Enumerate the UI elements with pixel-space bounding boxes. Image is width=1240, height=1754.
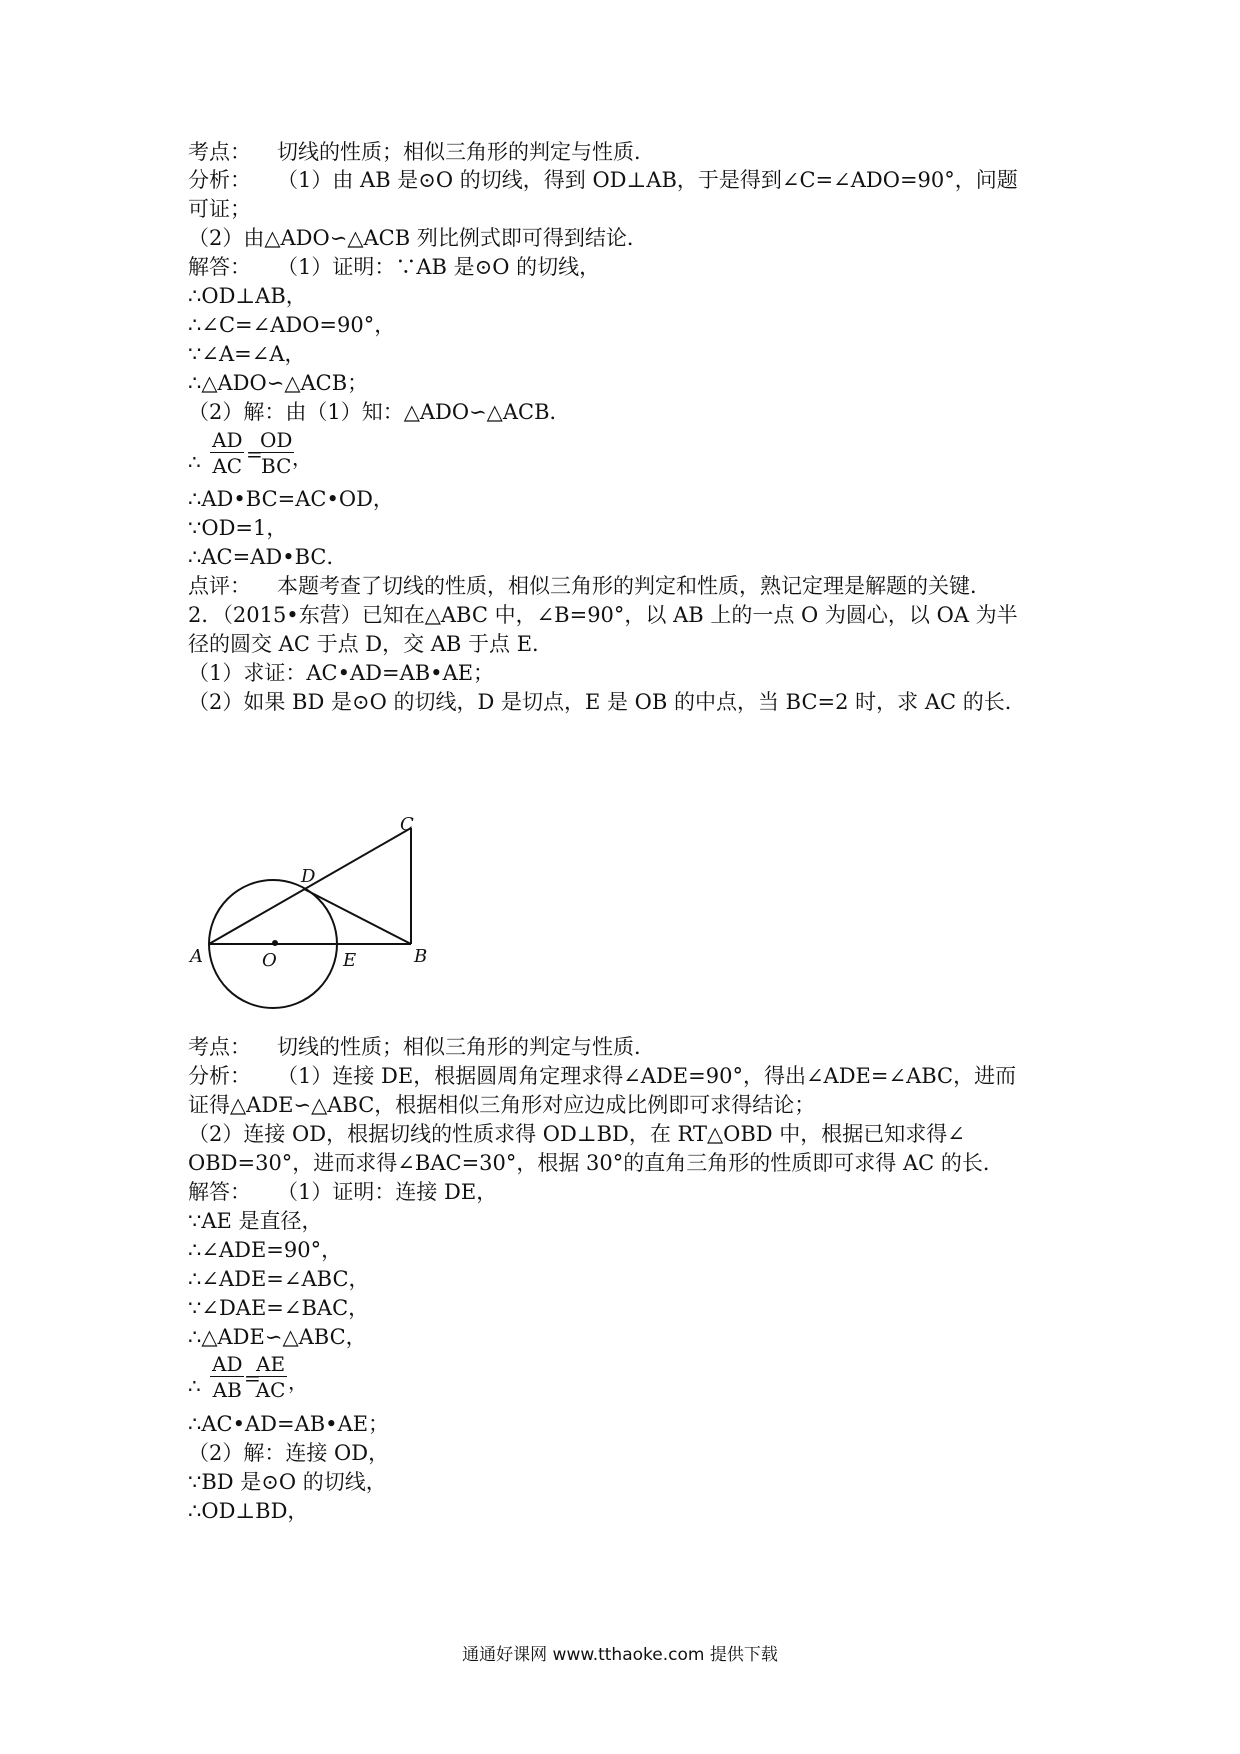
- kaodian-label: 考点：: [188, 1035, 251, 1059]
- denominator: AB: [212, 1378, 242, 1402]
- proof-step: ∵BD 是⊙O 的切线，: [188, 1470, 387, 1494]
- label-d: D: [301, 866, 316, 887]
- fenxi-continuation: OBD=30°，进而求得∠BAC=30°，根据 30°的直角三角形的性质即可求得 AC 的长．: [188, 1151, 1004, 1175]
- therefore-symbol: ∴: [188, 450, 201, 474]
- denominator: AC: [255, 1378, 286, 1402]
- proof-step: ∵AE 是直径，: [188, 1209, 323, 1233]
- kaodian-text: 切线的性质；相似三角形的判定与性质．: [277, 140, 655, 164]
- fraction: [254, 1352, 287, 1403]
- center-point-o: [272, 940, 278, 946]
- equals-sign: =: [246, 442, 263, 466]
- proof-step: ∴△ADO∽△ACB；: [188, 371, 369, 395]
- kaodian-line: [188, 1032, 655, 1062]
- equals-sign: =: [244, 1366, 261, 1390]
- fenxi-text: （1）由 AB 是⊙O 的切线，得到 OD⊥AB，于是得到∠C=∠ADO=90°，问题: [277, 168, 1018, 192]
- jieda-text: （1）证明：∵AB 是⊙O 的切线，: [277, 255, 601, 279]
- fenxi-part2: （2）由△ADO∽△ACB 列比例式即可得到结论．: [188, 226, 648, 250]
- dianping-text: 本题考查了切线的性质，相似三角形的判定和性质，熟记定理是解题的关键．: [277, 574, 991, 598]
- problem-statement: 2．（2015•东营）已知在△ABC 中，∠B=90°，以 AB 上的一点 O 为圆心，以 OA 为半: [188, 603, 1018, 627]
- proof-step: ∴AC•AD=AB•AE；: [188, 1412, 390, 1436]
- fenxi-label: 分析：: [188, 168, 251, 192]
- proof-step: ∵∠A=∠A，: [188, 342, 306, 366]
- proof-step: ∴∠ADE=∠ABC，: [188, 1267, 370, 1291]
- fraction: [210, 1352, 244, 1403]
- problem-part2: （2）如果 BD 是⊙O 的切线，D 是切点，E 是 OB 的中点，当 BC=2 时，求 AC 的长．: [188, 690, 1026, 714]
- label-b: B: [414, 946, 428, 967]
- numerator: OD: [260, 428, 293, 452]
- denominator: BC: [261, 454, 292, 478]
- proof-step: ∵∠DAE=∠BAC，: [188, 1296, 370, 1320]
- jieda-label: 解答：: [188, 1180, 251, 1204]
- jieda-line: [188, 1177, 497, 1207]
- numerator: AD: [212, 428, 243, 452]
- kaodian-text: 切线的性质；相似三角形的判定与性质．: [277, 1035, 655, 1059]
- comma: ，: [288, 1370, 308, 1394]
- proof-step: ∴AC=AD•BC．: [188, 545, 348, 569]
- problem-part1: （1）求证：AC•AD=AB•AE；: [188, 661, 495, 685]
- fenxi-label: 分析：: [188, 1064, 251, 1088]
- jieda-text: （1）证明：连接 DE，: [277, 1180, 498, 1204]
- proof-step: ∵OD=1，: [188, 516, 288, 540]
- segment-bd: [304, 889, 411, 944]
- dianping-label: 点评：: [188, 574, 251, 598]
- fenxi-continuation: 可证；: [188, 197, 251, 221]
- numerator: AE: [256, 1352, 286, 1376]
- proof-step: ∴AD•BC=AC•OD，: [188, 487, 394, 511]
- label-o: O: [262, 950, 277, 971]
- fenxi-part2: （2）连接 OD，根据切线的性质求得 OD⊥BD，在 RT△OBD 中，根据已知求得∠: [188, 1122, 965, 1146]
- fenxi-line: [188, 1061, 1016, 1091]
- problem-statement: 径的圆交 AC 于点 D，交 AB 于点 E．: [188, 632, 554, 656]
- page-footer: 通通好课网 www.tthaoke.com 提供下载: [462, 1645, 778, 1665]
- therefore-symbol: ∴: [188, 1374, 201, 1398]
- kaodian-label: 考点：: [188, 140, 251, 164]
- label-c: C: [400, 814, 414, 835]
- label-a: A: [190, 946, 203, 967]
- proof-step: （2）解：连接 OD，: [188, 1441, 390, 1465]
- proof-step: ∴∠C=∠ADO=90°，: [188, 313, 396, 337]
- fenxi-continuation: 证得△ADE∽△ABC，根据相似三角形对应边成比例即可求得结论；: [188, 1093, 816, 1117]
- jieda-label: 解答：: [188, 255, 251, 279]
- proof-step: ∴OD⊥BD，: [188, 1499, 309, 1523]
- proof-step: ∴△ADE∽△ABC，: [188, 1325, 367, 1349]
- proof-step: ∴∠ADE=90°，: [188, 1238, 343, 1262]
- fenxi-text: （1）连接 DE，根据圆周角定理求得∠ADE=90°，得出∠ADE=∠ABC，进而: [277, 1064, 1017, 1088]
- comma: ，: [292, 446, 312, 470]
- proof-step: （2）解：由（1）知：△ADO∽△ACB．: [188, 400, 571, 424]
- denominator: AC: [212, 454, 243, 478]
- numerator: AD: [212, 1352, 243, 1376]
- proof-step: ∴OD⊥AB，: [188, 284, 307, 308]
- label-e: E: [343, 950, 357, 971]
